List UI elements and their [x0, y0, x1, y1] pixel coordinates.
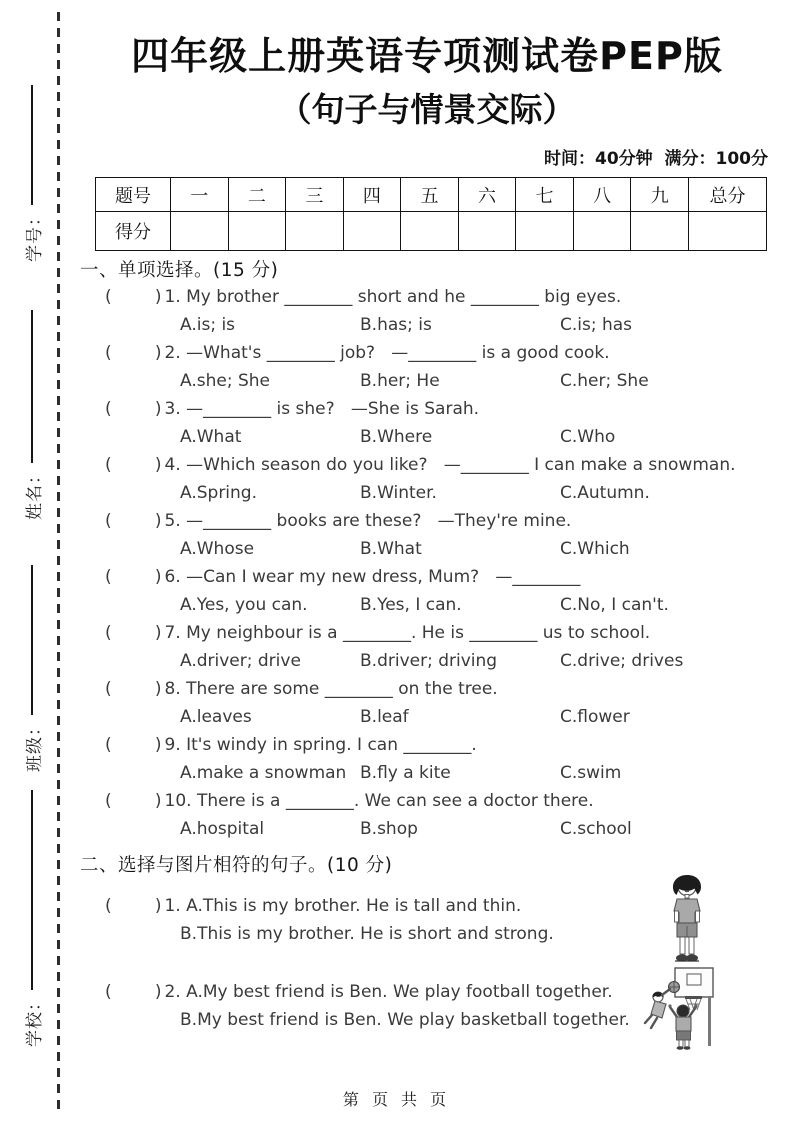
answer-paren: ( ) — [105, 735, 162, 755]
option-b: B.driver; driving — [360, 651, 498, 671]
option-a: A.Spring. — [180, 483, 257, 503]
answer-paren: ( ) — [105, 399, 162, 419]
score-cell — [171, 212, 229, 251]
score-table-header-cell: 题号 — [96, 178, 171, 212]
name-label: 姓名： — [24, 466, 45, 520]
sidebar-field-student-id — [14, 85, 50, 262]
option-b: B.fly a kite — [360, 763, 451, 783]
student-id-label: 学号： — [24, 208, 45, 262]
option-c: C.school — [560, 819, 632, 839]
score-cell — [286, 212, 344, 251]
score-table-header-cell: 一 — [171, 178, 229, 212]
score-table-header-row — [96, 178, 767, 212]
score-cell — [631, 212, 689, 251]
option-a: A.is; is — [180, 315, 236, 335]
answer-paren: ( ) — [105, 896, 162, 916]
option-c: C.Who — [560, 427, 616, 447]
question-text: 6. —Can I wear my new dress, Mum? —________ — [164, 567, 581, 587]
sidebar-field-school — [14, 790, 50, 1047]
answer-paren: ( ) — [105, 982, 162, 1002]
class-blank-line — [31, 565, 33, 715]
option-a: A.make a snowman — [180, 763, 347, 783]
picture-question-line-b: B.My best friend is Ben. We play basketball together. — [180, 1010, 630, 1030]
score-table-header-cell: 八 — [573, 178, 631, 212]
option-a: A.hospital — [180, 819, 265, 839]
option-b: B.What — [360, 539, 422, 559]
option-b: B.Winter. — [360, 483, 437, 503]
exam-meta: 时间：40分钟 满分：100分 — [544, 149, 768, 169]
question-5 — [80, 507, 774, 563]
option-b: B.her; He — [360, 371, 440, 391]
answer-paren: ( ) — [105, 343, 162, 363]
question-10 — [80, 787, 774, 843]
score-table-header-cell: 七 — [516, 178, 574, 212]
question-9 — [80, 731, 774, 787]
option-c: C.is; has — [560, 315, 633, 335]
question-8 — [80, 675, 774, 731]
question-2 — [80, 339, 774, 395]
name-blank-line — [31, 310, 33, 463]
question-1 — [80, 283, 774, 339]
option-c: C.drive; drives — [560, 651, 684, 671]
score-cell — [689, 212, 767, 251]
question-text: 10. There is a ________. We can see a doctor there. — [164, 791, 594, 811]
option-a: A.What — [180, 427, 242, 447]
option-b: B.leaf — [360, 707, 409, 727]
question-text: 4. —Which season do you like? —________ I can make a snowman. — [164, 455, 736, 475]
question-4 — [80, 451, 774, 507]
question-text: 5. —________ books are these? —They're mine. — [164, 511, 572, 531]
question-6 — [80, 563, 774, 619]
page-title: 四年级上册英语专项测试卷PEP版 — [131, 34, 723, 78]
score-table-header-cell: 总分 — [689, 178, 767, 212]
school-blank-line — [31, 790, 33, 990]
option-a: A.Yes, you can. — [180, 595, 308, 615]
question-text: 1. My brother ________ short and he ________ big eyes. — [164, 287, 622, 307]
question-text: 8. There are some ________ on the tree. — [164, 679, 498, 699]
answer-paren: ( ) — [105, 567, 162, 587]
option-c: C.swim — [560, 763, 622, 783]
answer-paren: ( ) — [105, 679, 162, 699]
answer-paren: ( ) — [105, 623, 162, 643]
score-table-header-cell: 二 — [228, 178, 286, 212]
option-a: A.she; She — [180, 371, 270, 391]
score-cell — [516, 212, 574, 251]
answer-paren: ( ) — [105, 455, 162, 475]
question-7 — [80, 619, 774, 675]
option-a: A.leaves — [180, 707, 252, 727]
answer-paren: ( ) — [105, 511, 162, 531]
option-c: C.flower — [560, 707, 630, 727]
option-b: B.Where — [360, 427, 433, 447]
score-cell — [573, 212, 631, 251]
score-cell — [343, 212, 401, 251]
answer-paren: ( ) — [105, 791, 162, 811]
score-table-header-cell: 九 — [631, 178, 689, 212]
option-c: C.No, I can't. — [560, 595, 669, 615]
section1-heading: 一、单项选择。(15 分) — [80, 260, 279, 281]
option-b: B.shop — [360, 819, 418, 839]
score-cell — [401, 212, 459, 251]
score-table-score-row — [96, 212, 767, 251]
score-table — [95, 177, 767, 251]
score-table-header-cell: 六 — [458, 178, 516, 212]
student-id-blank-line — [31, 85, 33, 205]
class-label: 班级： — [24, 718, 45, 772]
page-subtitle: （句子与情景交际） — [278, 90, 576, 129]
option-b: B.Yes, I can. — [360, 595, 462, 615]
option-c: C.her; She — [560, 371, 649, 391]
binding-dashed-line — [57, 12, 60, 1110]
picture-question-line-b: B.This is my brother. He is short and strong. — [180, 924, 554, 944]
sidebar-field-name — [14, 310, 50, 520]
picture-question-line-a: 2. A.My best friend is Ben. We play football together. — [164, 982, 613, 1002]
basketball-illustration — [643, 966, 717, 1050]
question-3 — [80, 395, 774, 451]
standing-boy-illustration — [660, 870, 714, 967]
footer-page-label: 第 页 共 页 — [342, 1090, 451, 1109]
option-a: A.Whose — [180, 539, 255, 559]
score-table-header-cell: 三 — [286, 178, 344, 212]
option-a: A.driver; drive — [180, 651, 301, 671]
question-text: 7. My neighbour is a ________. He is ________ us to school. — [164, 623, 651, 643]
question-text: 2. —What's ________ job? —________ is a good cook. — [164, 343, 610, 363]
picture-question-line-a: 1. A.This is my brother. He is tall and thin. — [164, 896, 522, 916]
score-cell — [458, 212, 516, 251]
option-c: C.Autumn. — [560, 483, 650, 503]
school-label: 学校： — [24, 993, 45, 1047]
question-text: 9. It's windy in spring. I can ________. — [164, 735, 477, 755]
score-table-header-cell: 四 — [343, 178, 401, 212]
section2-heading: 二、选择与图片相符的句子。(10 分) — [80, 855, 393, 876]
score-table-header-cell: 五 — [401, 178, 459, 212]
score-row-label: 得分 — [96, 212, 171, 251]
sidebar-field-class — [14, 565, 50, 772]
option-c: C.Which — [560, 539, 630, 559]
score-cell — [228, 212, 286, 251]
option-b: B.has; is — [360, 315, 432, 335]
question-text: 3. —________ is she? —She is Sarah. — [164, 399, 480, 419]
answer-paren: ( ) — [105, 287, 162, 307]
